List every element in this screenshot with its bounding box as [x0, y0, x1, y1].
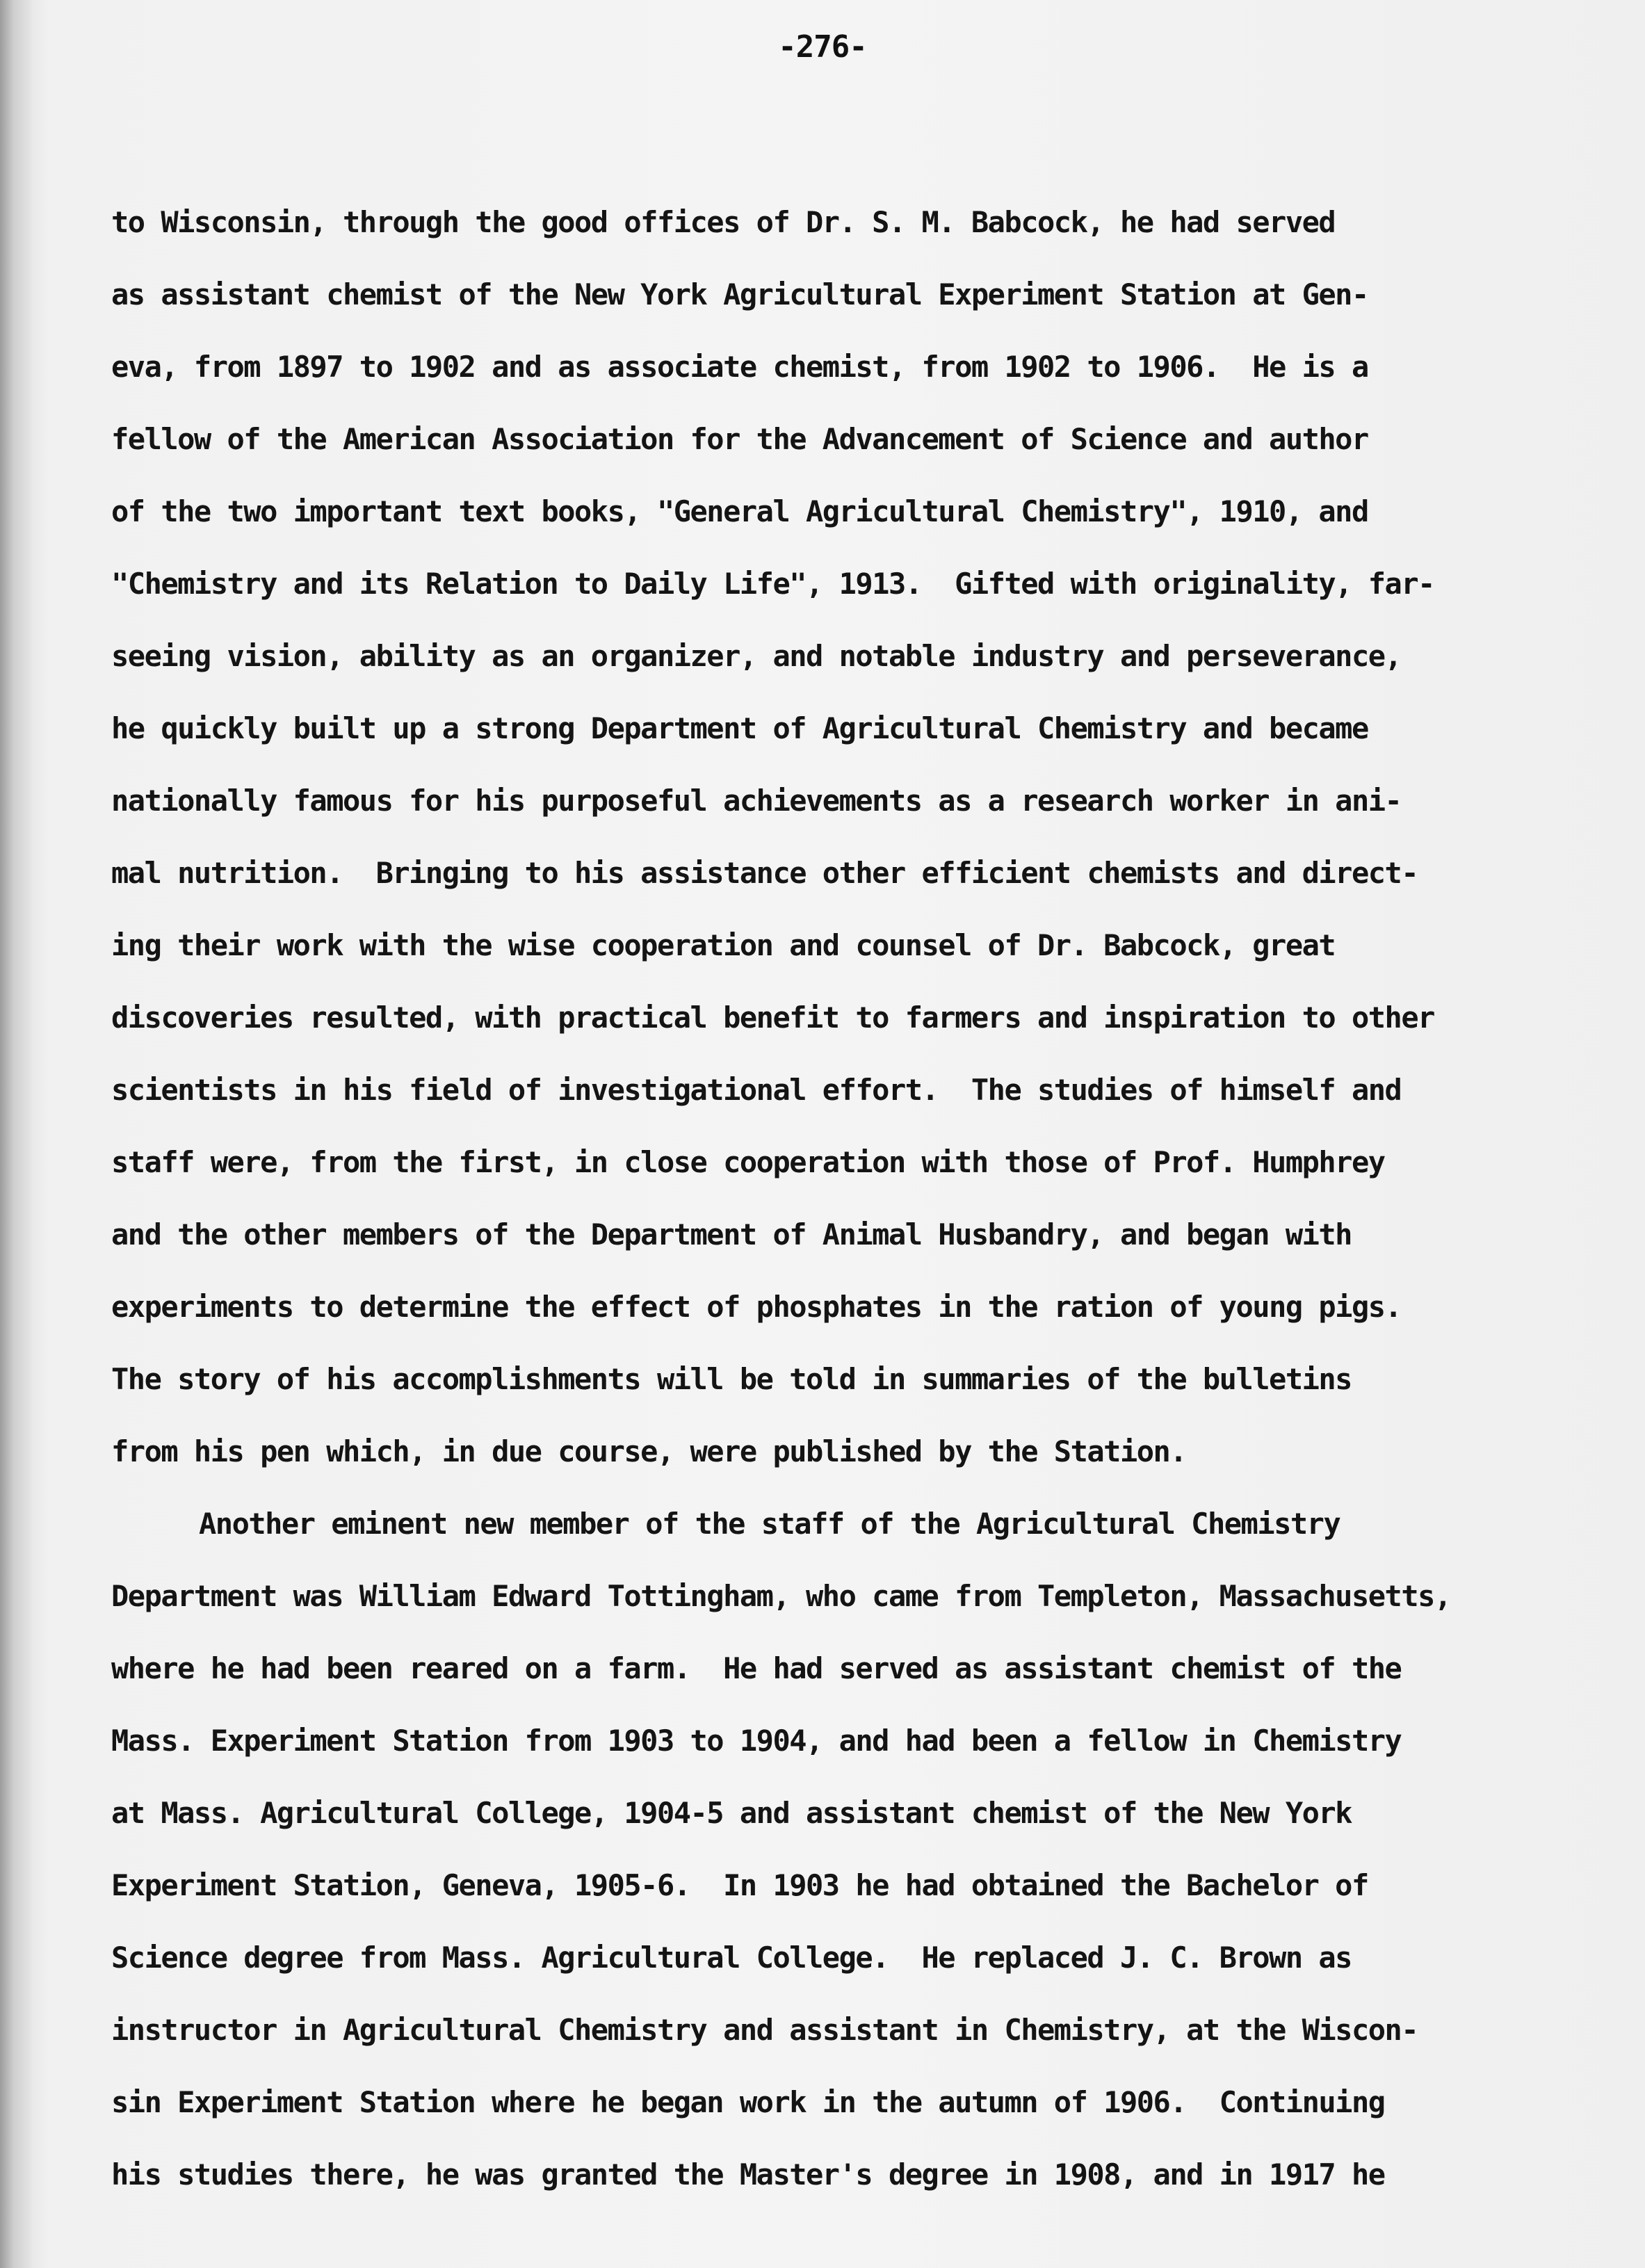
text-line: as assistant chemist of the New York Agricultural Experiment Station at Gen- — [111, 277, 1368, 311]
paragraph-start-line: Another eminent new member of the staff of the Agricultural Chemistry — [199, 1507, 1340, 1541]
text-line: seeing vision, ability as an organizer, and notable industry and perseverance, — [111, 639, 1402, 673]
text-line: "Chemistry and its Relation to Daily Life", 1913. Gifted with originality, far- — [111, 567, 1434, 601]
text-line: of the two important text books, "General Agricultural Chemistry", 1910, and — [111, 494, 1368, 528]
text-line: he quickly built up a strong Department of Agricultural Chemistry and became — [111, 711, 1368, 745]
text-line: instructor in Agricultural Chemistry and assistant in Chemistry, at the Wiscon- — [111, 2013, 1418, 2047]
text-line: ing their work with the wise cooperation and counsel of Dr. Babcock, great — [111, 928, 1336, 962]
text-line: his studies there, he was granted the Master's degree in 1908, and in 1917 he — [111, 2157, 1385, 2192]
text-line: The story of his accomplishments will be told in summaries of the bulletins — [111, 1362, 1352, 1396]
text-line: discoveries resulted, with practical benefit to farmers and inspiration to other — [111, 1001, 1434, 1035]
text-line: experiments to determine the effect of phosphates in the ration of young pigs. — [111, 1290, 1402, 1324]
text-line: Experiment Station, Geneva, 1905-6. In 1903 he had obtained the Bachelor of — [111, 1868, 1368, 1902]
text-line: to Wisconsin, through the good offices of Dr. S. M. Babcock, he had served — [111, 205, 1336, 239]
page-left-edge-shadow — [0, 0, 32, 2268]
body-text — [111, 186, 1550, 2211]
text-line: staff were, from the first, in close cooperation with those of Prof. Humphrey — [111, 1145, 1385, 1179]
text-line: Department was William Edward Tottingham, who came from Templeton, Massachusetts, — [111, 1579, 1451, 1613]
text-line: Science degree from Mass. Agricultural College. He replaced J. C. Brown as — [111, 1941, 1352, 1975]
page-number: -276- — [778, 29, 867, 65]
text-line: from his pen which, in due course, were published by the Station. — [111, 1434, 1187, 1468]
text-line: nationally famous for his purposeful achievements as a research worker in ani- — [111, 784, 1402, 818]
text-line: at Mass. Agricultural College, 1904-5 and assistant chemist of the New York — [111, 1796, 1352, 1830]
text-line: scientists in his field of investigational effort. The studies of himself and — [111, 1073, 1402, 1107]
text-line: sin Experiment Station where he began work in the autumn of 1906. Continuing — [111, 2085, 1385, 2119]
text-line: Mass. Experiment Station from 1903 to 1904, and had been a fellow in Chemistry — [111, 1724, 1402, 1758]
text-line: eva, from 1897 to 1902 and as associate chemist, from 1902 to 1906. He is a — [111, 350, 1368, 384]
text-line: where he had been reared on a farm. He had served as assistant chemist of the — [111, 1651, 1402, 1685]
text-line: and the other members of the Department of Animal Husbandry, and began with — [111, 1217, 1352, 1252]
text-line: fellow of the American Association for the Advancement of Science and author — [111, 422, 1368, 456]
text-line: mal nutrition. Bringing to his assistance other efficient chemists and direct- — [111, 856, 1418, 890]
